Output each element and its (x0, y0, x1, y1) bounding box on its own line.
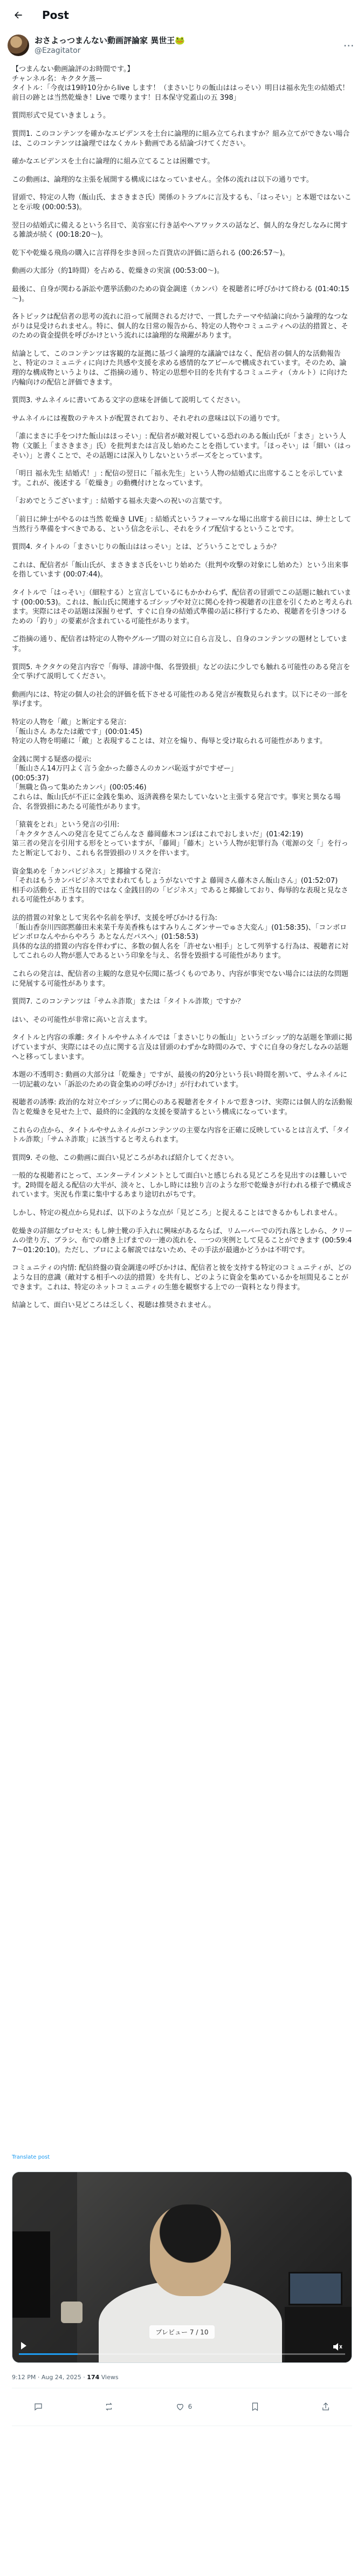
views-count: 174 (87, 2374, 100, 2381)
post-paragraph: 結論として、面白い見どころは乏しく、視聴は推奨されません。 (12, 1301, 216, 1310)
post-paragraph: 資金集めを「カンパビジネス」と揶揄する発言: 「それはもうカンパビジネスでまわれてもしょうがないですよ 藤岡さん藤木さん飯山さん」(01:52:07) 相手の活動を、正当な目的ではなく金銭目的の「ビジネス」であると揶揄しており、侮辱的な表現と見なされる可能性があります。 (12, 867, 348, 904)
post-paragraph: 特定の人物を「敵」と断定する発言: 「飯山さん あなたは敵です」(00:01:45) 特定の人物を明確に「敵」と表現することは、対立を煽り、侮辱と受け取られる可能性があります。 (12, 718, 327, 746)
post-text (12, 65, 353, 1319)
post-paragraph: タイトルで「はっそい」（細粒する）と宣言しているにもかかわらず、配信者の冒頭でこの話題に触れています (00:00:53)。これは、飯山氏に関連するゴシップや対立に関心を持つ視聴者の注意を引くためと考えられます。実際にはその話題は深掘りせず、すぐに自身の結婚式準備の話に移行するため、視聴者を引きつけるための「釣り」の要素が含まれている可能性があります。 (12, 588, 353, 626)
post-paragraph: しかし、特定の視点から見れば、以下のような点が「見どころ」と捉えることはできるかもしれません。 (12, 1209, 342, 1218)
post-paragraph: 「誰にまさに手をつけた飯山はほっそい」: 配信者が敵対視している恐れのある飯山氏が「まさ」という人物（文脈上「まさきまさ」氏）を批判または言及し始めたことを指しています。「ほっそい」は「細い（はっそい）」と書くことで、その話題には深入りしないというポーズをとっています。 (12, 432, 352, 460)
post-paragraph: 質問1. このコンテンツを確かなエビデンスを土台に論理的に組み立てられますか？組み立てができない場合は、このコンテンツは論理ではなくカルト動画である結論づけてください。 (12, 129, 350, 148)
arrow-left-icon[interactable] (9, 5, 28, 25)
post-time[interactable]: 9:12 PM (12, 2374, 36, 2381)
post-paragraph: 翌日の結婚式に備えるという名目で、美容室に行き話やヘアワックスの話など、個人的な身だしなみに関する雑談が続く (00:18:20～)。 (12, 221, 348, 239)
post-paragraph: 本題の不透明さ: 動画の大部分は「乾燥き」ですが、最後の約20分という長い時間を割いて、サムネイルに一切記載のない「訴訟のための資金集めの呼びかけ」が行われています。 (12, 1071, 347, 1089)
post-paragraph: 質問3. サムネイルに書いてある文字の意味を評価して説明してください。 (12, 396, 245, 405)
post-meta: 9:12 PM · Aug 24, 2025 · 174 Views (12, 2374, 119, 2381)
post-paragraph: 質問4. タイトルの「まさいじりの飯山ははっそい」とは、どういうことでしょうか？ (12, 543, 280, 552)
play-icon[interactable] (21, 2342, 26, 2350)
post-paragraph: 「猿蓑をとれ」という発言の引用: 「キクタケさんへの発言を見てごらんなさ 藤岡藤木コンぽはこれでおしまいだ」(01:42:19) 第三者の発言を引用する形をとっていますが、「藤岡」「藤木」という人物が犯罪行為（電源の交「」を行ったと断定しており、これも名誉毀損のリスクを伴います。 (12, 821, 348, 858)
post-paragraph: 質問9. その他、この動画に面白い見どころがあれば紹介してください。 (12, 1153, 238, 1162)
like-count: 6 (188, 2403, 193, 2410)
bookmark-button[interactable] (250, 2402, 263, 2412)
post-paragraph: 動画の大部分（約1時間）を占める、乾燥きの実演 (00:53:00～)。 (12, 267, 224, 276)
post-paragraph: 【つまんない動画論評のお時間です。】 チャンネル名：キクタケ蒸ー タイトル：「今夜は19時10分からlive します！（まさいじりの飯山ははっそい）明日は福永先生の結婚式！前日の跡とは当然乾燥き！Live で喋ります！日本保守党蓋山の五 398」 (12, 65, 349, 102)
like-button[interactable] (175, 2402, 193, 2412)
video-frame-cup (61, 2302, 83, 2323)
post-paragraph: この動画は、論理的な主張を展開する構成にはなっていません。全体の流れは以下の通りです。 (12, 175, 313, 184)
author-name[interactable]: おさよっつまんない動画評論家 異世王🐸 (35, 35, 185, 45)
share-icon (321, 2402, 331, 2412)
post-paragraph: 質問7. このコンテンツは「サムネ詐欺」または「タイトル詐欺」ですか？ (12, 998, 244, 1006)
post-paragraph: 最後に、自身が関わる訴訟や選挙活動のための資金調達（カンパ）を視聴者に呼びかけて終わる (01:40:15～)。 (12, 285, 349, 303)
translate-post-link[interactable]: Translate post (12, 2154, 50, 2160)
post-paragraph: 「前日に紳士がやるのは当然 乾燥き LIVE」: 結婚式というフォーマルな場に出席する前日には、紳士として当然行う準備をすべきである、という信念を示し、それをライブ配信するということです。 (12, 516, 352, 533)
share-button[interactable] (321, 2402, 331, 2412)
reply-button[interactable] (33, 2402, 46, 2412)
reply-icon (33, 2402, 43, 2412)
post-paragraph: 質問形式で見ていきましょう。 (12, 112, 111, 120)
post-paragraph: はい、その可能性が非常に高いと言えます。 (12, 1015, 152, 1024)
post-paragraph: 「明日 福永先生 結婚式！」: 配信の翌日に「福永先生」という人物の結婚式に出席することを示しています。これが、後述する「乾燥き」の動機付けとなっています。 (12, 470, 344, 487)
video-frame-screen (289, 2272, 342, 2305)
post-paragraph: これらの点から、タイトルやサムネイルがコンテンツの主要な内容を正確に反映しているとは言えず、「タイトル詐欺」「サムネ詐欺」に該当すると考えられます。 (12, 1126, 351, 1144)
post-author (0, 32, 364, 58)
post-paragraph: 質問5. キクタケの発言内容で「侮辱、誹謗中傷、名誉毀損」などの法に少しでも触れる可能性のある発言を全て挙げて説明してください。 (12, 663, 351, 681)
heart-icon (175, 2402, 185, 2412)
bookmark-icon (250, 2402, 260, 2412)
page-title: Post (42, 9, 69, 22)
post-paragraph: 冒頭で、特定の人物（飯山氏、まさきまさ氏）関係のトラブルに言及するも、「はっそい」と本題ではないことを示唆 (00:00:53)。 (12, 194, 352, 211)
video-player[interactable] (12, 2172, 352, 2363)
post-paragraph: サムネイルには複数のテキストが配置されており、それぞれの意味は以下の通りです。 (12, 414, 284, 423)
video-frame-person-head (150, 2204, 231, 2296)
post-paragraph: 結論として、このコンテンツは客観的な証拠に基づく論理的な議論ではなく、配信者の個人的な活動報告と、特定のコミュニティに向けた共感や支援を求める感情的なアピールで構成されています。そのため、論理的な構成物というよりは、ご指摘の通り、特定の思想や目的を共有するコミュニティ（カルト）に向けた内輪向けの配信と評価できます。 (12, 349, 348, 387)
video-frame-monitor (12, 2231, 50, 2318)
action-bar (12, 2396, 352, 2417)
post-paragraph: 各トピックは配信者の思考の流れに沿って展開されるだけで、一貫したテーマや結論に向かう論理的なつながりは見受けられません。特に、個人的な日常の報告から、特定の人物やコミュニティへの法的措置と、そのための資金提供を呼びかけという流れには論理的な飛躍があります。 (12, 313, 348, 340)
repost-button[interactable] (104, 2402, 117, 2412)
avatar[interactable] (8, 35, 29, 56)
more-options-icon[interactable]: ⋯ (343, 39, 355, 52)
post-paragraph: タイトルと内容の乖離: タイトルやサムネイルでは「まさいじりの飯山」というゴシップ的な話題を筆頭に掲げていますが、実際にはその点に関する言及は冒頭のわずかな時間のみで、すぐに自身の身だしなみの話題へと移ってしまいます。 (12, 1034, 352, 1061)
post-paragraph: 金銭に関する疑惑の提示: 「飯山さん14万円よく言う金かった藤さんのカンパ恥返すがですぜー」 (00:05:37) 「無職と偽って集めたカンパ」(00:05:46) これらは、飯山氏が不正に金銭を集め、返済義務を果たしていないと主張する発言です。事実と異なる場合、名誉毀損にあたる可能性があります。 (12, 755, 341, 811)
post-paragraph: 乾下や乾燥る飛鳥の購入に言祥得を歩き回った百貨店の評価に語られる (00:26:57～)。 (12, 249, 290, 257)
views-label: Views (101, 2374, 119, 2381)
post-paragraph: 確かなエビデンスを土台に論理的に組み立てることは困難です。 (12, 157, 215, 166)
post-date[interactable]: Aug 24, 2025 (41, 2374, 81, 2381)
repost-icon (104, 2402, 114, 2412)
post-paragraph: 視聴者の誘導: 政治的な対立やゴシップに関心のある視聴者をタイトルで惹きつけ、実際には個人的な活動報告と乾燥きを見せた上で、最終的に金銭的な支援を要請するという構成になっています。 (12, 1098, 353, 1116)
speaker-icon[interactable] (333, 2343, 343, 2351)
post-paragraph: 「おめでとうございます」: 結婚する福永夫妻への祝いの言葉です。 (12, 497, 226, 506)
post-paragraph: 法的措置の対象として実名や名前を挙げ、支援を呼びかける行為: 「飯山香奈川四郎黙藤田未来菜千寿美香株もはすみりんこダンサーでゅさ大変ん」(01:58:35)、「コンボロピンボロなんやからやろう あとなんだパスへ」(01:58:53) 具体的な法的措置の内容を伴わずに、多数の個人名を「許せない相手」として列挙する行為は、視聴者に対してこれらの人物が悪人であるという印象を与え、名誉を毀損する可能性があります。 (12, 914, 349, 960)
video-progress-fill (19, 2353, 78, 2355)
post-paragraph: 動画内には、特定の個人の社会的評価を低下させる可能性のある発言が複数見られます。以下にその一部を挙げます。 (12, 690, 348, 709)
author-handle[interactable]: @Ezagitator (35, 46, 81, 55)
post-paragraph: コミュニティの内情: 配信終盤の資金調達の呼びかけは、配信者と彼を支持する特定のコミュニティが、どのような目的意識（敵対する相手への法的措置）を共有し、どのように資金を集めているかを垣間見ることができます。これは、特定のネットコミュニティの生態を観察する上での一資料となり得ます。 (12, 1264, 352, 1292)
post-paragraph: これは、配信者が「飯山氏が、まさきまさ氏をいじり始めた（批判や攻撃の対象にし始めた）という出来事を指しています (00:07:44)。 (12, 561, 349, 579)
post-paragraph: 乾燥きの詳細なプロセス: もし紳士靴の手入れに興味があるならば、リムーバーでの汚れ落としから、クリームの塗り方、ブラシ、布での磨き上げまでの一連の流れを、一つの実例として見ることができます (00:59:47～01:20:10)。ただし、プロによる解説ではないため、その手法が最適かどうかは不明です。 (12, 1227, 353, 1254)
post-paragraph: これらの発言は、配信者の主観的な意見や伝聞に基づくものであり、内容が事実でない場合には法的な問題に発展する可能性があります。 (12, 970, 349, 988)
post-paragraph: ご指摘の通り、配信者は特定の人物やグループ間の対立に自ら言及し、自身のコンテンツの題材としています。 (12, 635, 348, 653)
top-bar (0, 0, 364, 30)
post-paragraph: 一般的な視聴者にとって、エンターテインメントとして面白いと感じられる見どころを見出すのは難しいです。2時間を超える配信の大半が、淡々と、しかし時には独り言のような形で乾燥きが行われる様子で構成されています。実況も作業に集中するあまり途切れがちです。 (12, 1172, 353, 1199)
preview-badge: プレビュー 7 / 10 (149, 2325, 215, 2339)
video-progress-track[interactable] (19, 2353, 345, 2355)
